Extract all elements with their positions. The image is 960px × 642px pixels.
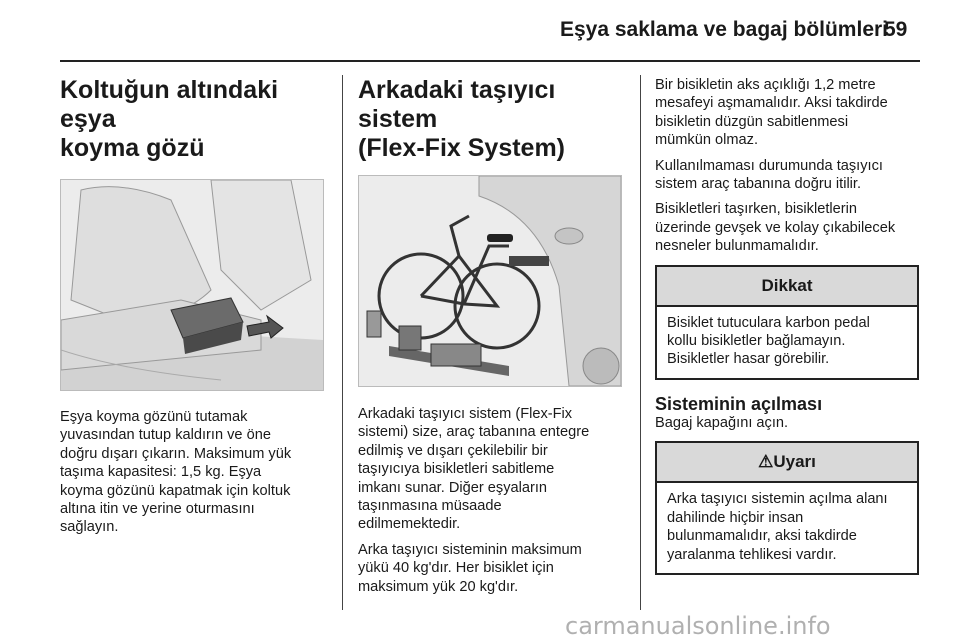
notice-title: Dikkat <box>657 267 917 307</box>
section-heading-flex-fix: Arkadaki taşıyıcı sistem (Flex-Fix System) <box>358 76 566 162</box>
column-flex-fix: Arkadaki taşıyıcı sistem (Flex-Fix System) Arkadaki taşıyıcı sistem (Flex-Fix sistemi) size, araç tabanına entegre edilmiş ve dışarı çekilebilir bir taşıyıcıya bisikletleri sabitleme imkanı sunar. Diğer eşyaların taşınmasına müsaade edilmemektedir. Arka taşıyıcı sisteminin maksimum yükü 40 kg'dır. Her bisiklet için maksimum yük 20 kg'dır. <box>358 76 626 596</box>
section-heading-seat-storage: Koltuğun altındaki eşya koyma gözü <box>60 76 279 162</box>
notice-body: Bisiklet tutuculara karbon pedal kollu bisikletler bağlamayın. Bisikletler hasar görebilir. <box>667 314 870 368</box>
column-seat-storage: Koltuğun altındaki eşya koyma gözü Eşya koyma gözünü tutamak yuvasından tutup kaldırın ve öne doğru dışarı çıkarın. Maksimum yük taşıma kapasitesi: 1,5 kg. Eşya koyma gözünü kapatmak için koltuk altına itin ve yerine oturmasını sağlayın. <box>60 76 328 537</box>
page-header-title: Eşya saklama ve bagaj bölümleri <box>560 18 889 41</box>
subheading-opening: Sisteminin açılması <box>655 393 823 414</box>
paragraph-loose-objects: Bisikletleri taşırken, bisikletlerin üzerinde gevşek ve kolay çıkabilecek nesneler bulunmamalıdır. <box>655 201 896 255</box>
paragraph-axle: Bir bisikletin aks açıklığı 1,2 metre mesafeyi aşmamalıdır. Aksi takdirde bisikletin düzgün sabitlenmesi mümkün olmaz. <box>655 77 888 149</box>
watermark: carmanualsonline.info <box>565 612 831 640</box>
header-rule <box>60 60 920 62</box>
paragraph-storage: Kullanılmaması durumunda taşıyıcı sistem araç tabanına doğru itilir. <box>655 157 883 193</box>
warning-title: Uyarı <box>773 452 816 472</box>
opening-instruction: Bagaj kapağını açın. <box>655 414 789 431</box>
warning-body: Arka taşıyıcı sistemin açılma alanı dahilinde hiçbir insan bulunmamalıdır, aksi takdirde yaralanma tehlikesi vardır. <box>667 491 888 563</box>
warning-box <box>655 441 919 575</box>
seat-drawer-illustration <box>60 179 324 391</box>
bike-carrier-illustration <box>358 175 622 387</box>
notice-box <box>655 265 919 380</box>
column-divider <box>342 75 343 610</box>
warning-header <box>657 443 917 483</box>
column-bike-guidance <box>655 76 923 575</box>
warning-triangle-icon: ⚠ <box>758 452 774 472</box>
column-divider <box>640 75 641 610</box>
page-number: 59 <box>884 18 908 41</box>
